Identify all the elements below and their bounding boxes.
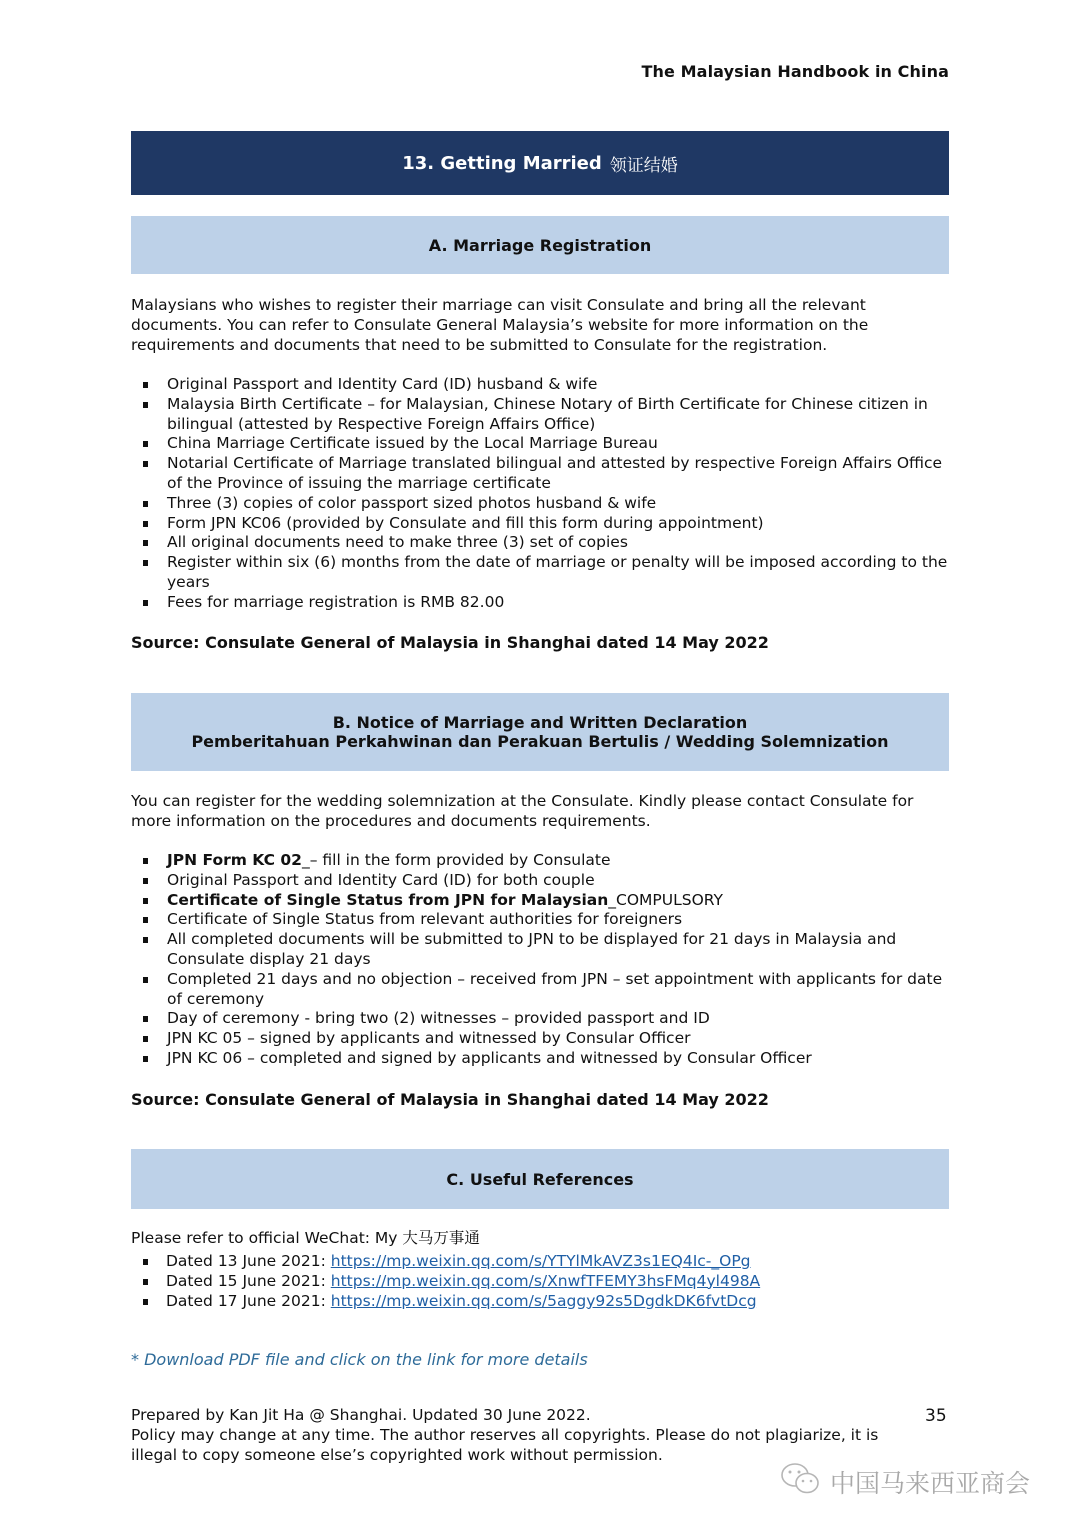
bullet-square-icon: [143, 917, 148, 923]
bullet-square-icon: [143, 600, 148, 606]
bullet-square-icon: [143, 540, 148, 546]
list-item: Completed 21 days and no objection – received from JPN – set appointment with applicants for date of ceremony: [131, 970, 949, 1010]
section-a-heading-bar: [131, 216, 949, 274]
bullet-square-icon: [143, 898, 148, 904]
list-item: Three (3) copies of color passport sized photos husband & wife: [131, 494, 949, 514]
wechat-article-link[interactable]: https://mp.weixin.qq.com/s/XnwfTFEMY3hsFMq4yl498A: [330, 1271, 761, 1290]
section-a-source: Source: Consulate General of Malaysia in Shanghai dated 14 May 2022: [131, 633, 769, 652]
download-note: * Download PDF file and click on the link for more details: [131, 1350, 588, 1369]
chapter-title-chinese: 领证结婚: [609, 155, 678, 176]
list-item: Dated 13 June 2021: https://mp.weixin.qq.com/s/YTYlMkAVZ3s1EQ4Ic-_OPg: [131, 1252, 949, 1272]
chapter-title: 13. Getting Married: [402, 152, 602, 174]
section-b-heading-line2: Pemberitahuan Perkahwinan dan Perakuan Bertulis / Wedding Solemnization: [191, 732, 889, 751]
bullet-square-icon: [143, 461, 148, 467]
list-item: JPN KC 06 – completed and signed by applicants and witnessed by Consular Officer: [131, 1049, 949, 1069]
bullet-square-icon: [143, 441, 148, 447]
bullet-square-icon: [143, 977, 148, 983]
bullet-square-icon: [143, 1279, 148, 1285]
section-b-intro: You can register for the wedding solemnization at the Consulate. Kindly please contact Consulate for more information on the procedures and documents requirements.: [131, 792, 914, 830]
bullet-square-icon: [143, 521, 148, 527]
section-a-requirements-list: [131, 375, 949, 613]
list-item: All completed documents will be submitted to JPN to be displayed for 21 days in Malaysia and Consulate display 21 days: [131, 930, 949, 970]
bullet-square-icon: [143, 858, 148, 864]
section-b-source: Source: Consulate General of Malaysia in Shanghai dated 14 May 2022: [131, 1090, 769, 1109]
bullet-square-icon: [143, 1259, 148, 1265]
bullet-square-icon: [143, 1036, 148, 1042]
reference-links-list: [131, 1252, 949, 1311]
list-item: Register within six (6) months from the date of marriage or penalty will be imposed according to the years: [131, 553, 949, 593]
bullet-square-icon: [143, 382, 148, 388]
list-item: Day of ceremony - bring two (2) witnesses – provided passport and ID: [131, 1009, 949, 1029]
bullet-square-icon: [143, 1016, 148, 1022]
running-header: The Malaysian Handbook in China: [641, 62, 949, 81]
watermark: [780, 1462, 1030, 1502]
list-item: Malaysia Birth Certificate – for Malaysian, Chinese Notary of Birth Certificate for Chinese citizen in bilingual (attested by Respective Foreign Affairs Office): [131, 395, 949, 435]
bullet-square-icon: [143, 937, 148, 943]
list-item: Notarial Certificate of Marriage translated bilingual and attested by respective Foreign Affairs Office of the Province of issuing the marriage certificate: [131, 454, 949, 494]
list-item: JPN KC 05 – signed by applicants and witnessed by Consular Officer: [131, 1029, 949, 1049]
page-number: 35: [925, 1406, 947, 1426]
list-item: All original documents need to make three (3) set of copies: [131, 533, 949, 553]
list-item: Dated 15 June 2021: https://mp.weixin.qq.com/s/XnwfTFEMY3hsFMq4yl498A: [131, 1272, 949, 1292]
list-item: Dated 17 June 2021: https://mp.weixin.qq.com/s/5aggy92s5DgdkDK6fvtDcg: [131, 1292, 949, 1312]
list-item: Original Passport and Identity Card (ID) husband & wife: [131, 375, 949, 395]
bullet-square-icon: [143, 501, 148, 507]
wechat-icon: [780, 1462, 822, 1502]
section-b-requirements-list: [131, 851, 949, 1069]
list-item: Certificate of Single Status from JPN for Malaysian_COMPULSORY: [131, 891, 949, 911]
section-c-heading: C. Useful References: [446, 1169, 634, 1189]
wechat-article-link[interactable]: https://mp.weixin.qq.com/s/5aggy92s5DgdkDK6fvtDcg: [330, 1291, 757, 1310]
wechat-article-link[interactable]: https://mp.weixin.qq.com/s/YTYlMkAVZ3s1EQ4Ic-_OPg: [330, 1252, 751, 1270]
section-c-intro: Please refer to official WeChat: My 大马万事通: [131, 1229, 480, 1247]
page-footer: [131, 1406, 911, 1465]
list-item: Fees for marriage registration is RMB 82.00: [131, 593, 949, 613]
footer-prepared-by: Prepared by Kan Jit Ha @ Shanghai. Updated 30 June 2022.: [131, 1406, 591, 1424]
section-b-heading-bar: [131, 693, 949, 771]
footer-copyright: Policy may change at any time. The author reserves all copyrights. Please do not plagiarize, it is illegal to copy someone else’s copyrighted work without permission.: [131, 1425, 879, 1464]
section-b-heading-line1: B. Notice of Marriage and Written Declaration: [332, 713, 748, 732]
bullet-square-icon: [143, 1056, 148, 1062]
bullet-square-icon: [143, 560, 148, 566]
bullet-square-icon: [143, 402, 148, 408]
section-a-heading: A. Marriage Registration: [428, 235, 652, 255]
bullet-square-icon: [143, 878, 148, 884]
watermark-text: 中国马来西亚商会: [830, 1469, 1031, 1498]
list-item: China Marriage Certificate issued by the Local Marriage Bureau: [131, 434, 949, 454]
chapter-banner: [131, 131, 949, 195]
list-item: Original Passport and Identity Card (ID) for both couple: [131, 871, 949, 891]
bullet-square-icon: [143, 1299, 148, 1305]
list-item: Form JPN KC06 (provided by Consulate and fill this form during appointment): [131, 514, 949, 534]
section-a-intro: Malaysians who wishes to register their marriage can visit Consulate and bring all the relevant documents. You can refer to Consulate General Malaysia’s website for more information on the requirements and documents that need to be submitted to Consulate for the registration.: [131, 296, 869, 354]
list-item: JPN Form KC 02_– fill in the form provided by Consulate: [131, 851, 949, 871]
list-item: Certificate of Single Status from relevant authorities for foreigners: [131, 910, 949, 930]
section-c-heading-bar: [131, 1149, 949, 1209]
